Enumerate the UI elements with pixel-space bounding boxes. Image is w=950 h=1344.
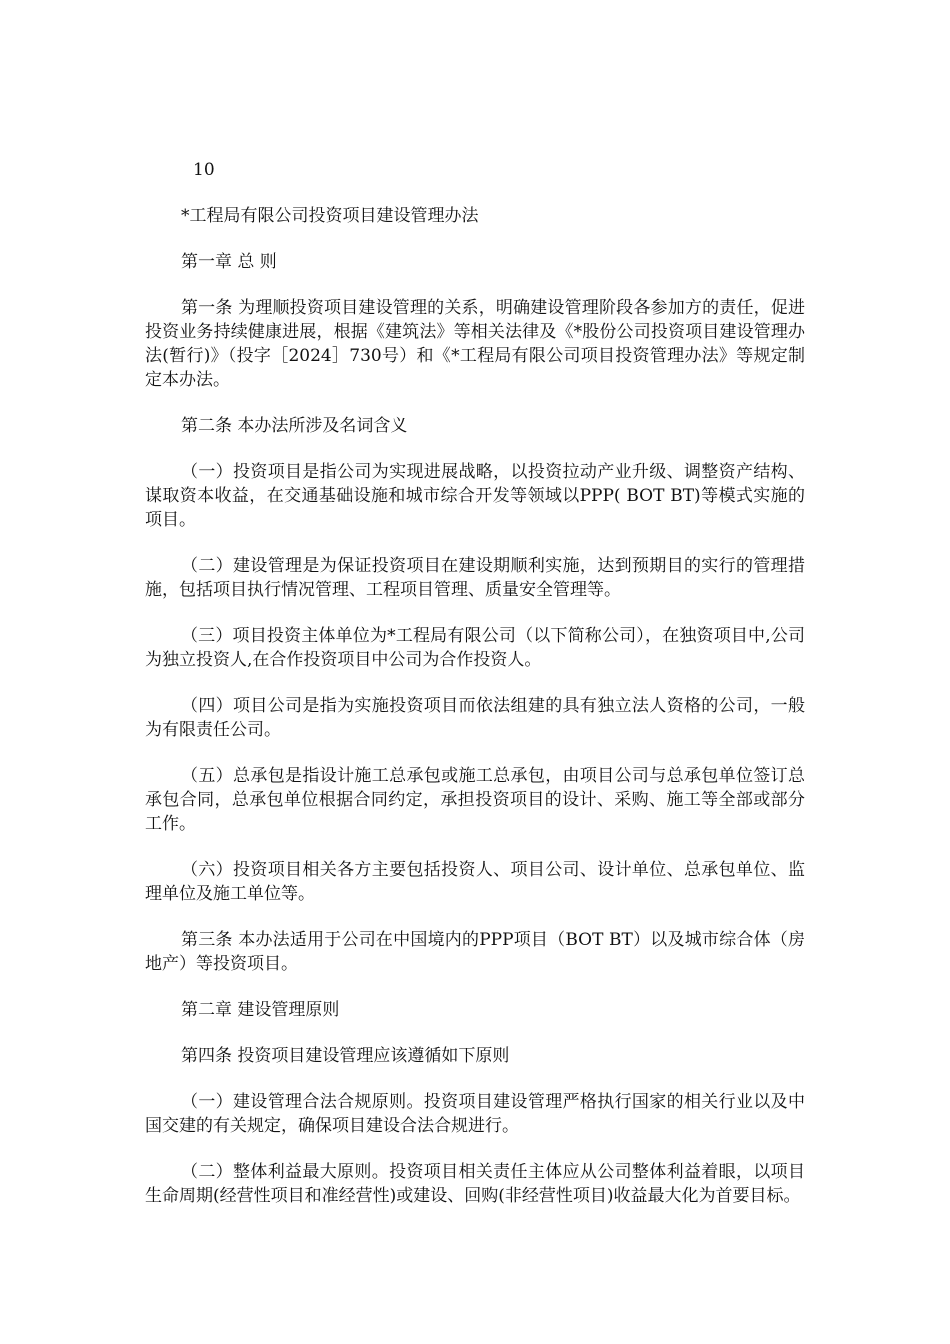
article-4-heading: 第四条 投资项目建设管理应该遵循如下原则: [181, 1046, 510, 1066]
article-2-heading: 第二条 本办法所涉及名词含义: [181, 416, 408, 436]
article-1: 第一条 为理顺投资项目建设管理的关系，明确建设管理阶段各参加方的责任，促进投资业务持续健康进展，根据《建筑法》等相关法律及《*股份公司投资项目建设管理办法(暂行)》（投字［2024］730号）和《*工程局有限公司项目投资管理办法》等规定制定本办法。: [145, 298, 805, 390]
definition-2: （二）建设管理是为保证投资项目在建设期顺利实施，达到预期目的实行的管理措施，包括项目执行情况管理、工程项目管理、质量安全管理等。: [145, 556, 805, 600]
definition-1: （一）投资项目是指公司为实现进展战略，以投资拉动产业升级、调整资产结构、谋取资本收益，在交通基础设施和城市综合开发等领域以PPP( BOT BT)等模式实施的项目。: [145, 462, 805, 530]
definition-5: （五）总承包是指设计施工总承包或施工总承包，由项目公司与总承包单位签订总承包合同，总承包单位根据合同约定，承担投资项目的设计、采购、施工等全部或部分工作。: [145, 766, 805, 834]
principle-1: （一）建设管理合法合规原则。投资项目建设管理严格执行国家的相关行业以及中国交建的有关规定，确保项目建设合法合规进行。: [145, 1092, 805, 1136]
principle-2: （二）整体利益最大原则。投资项目相关责任主体应从公司整体利益着眼，以项目生命周期(经营性项目和准经营性)或建设、回购(非经营性项目)收益最大化为首要目标。: [145, 1162, 805, 1206]
definition-6: （六）投资项目相关各方主要包括投资人、项目公司、设计单位、总承包单位、监理单位及施工单位等。: [145, 860, 805, 904]
document-title: *工程局有限公司投资项目建设管理办法: [181, 206, 479, 226]
chapter-heading-1: 第一章 总 则: [181, 252, 277, 272]
definition-3: （三）项目投资主体单位为*工程局有限公司（以下简称公司），在独资项目中,公司为独立投资人,在合作投资项目中公司为合作投资人。: [145, 626, 805, 670]
definition-4: （四）项目公司是指为实施投资项目而依法组建的具有独立法人资格的公司，一般为有限责任公司。: [145, 696, 805, 740]
article-3: 第三条 本办法适用于公司在中国境内的PPP项目（BOT BT）以及城市综合体（房地产）等投资项目。: [145, 930, 805, 974]
chapter-heading-2: 第二章 建设管理原则: [181, 1000, 340, 1020]
page-number: 10: [193, 160, 215, 180]
document-body: [145, 158, 805, 1230]
